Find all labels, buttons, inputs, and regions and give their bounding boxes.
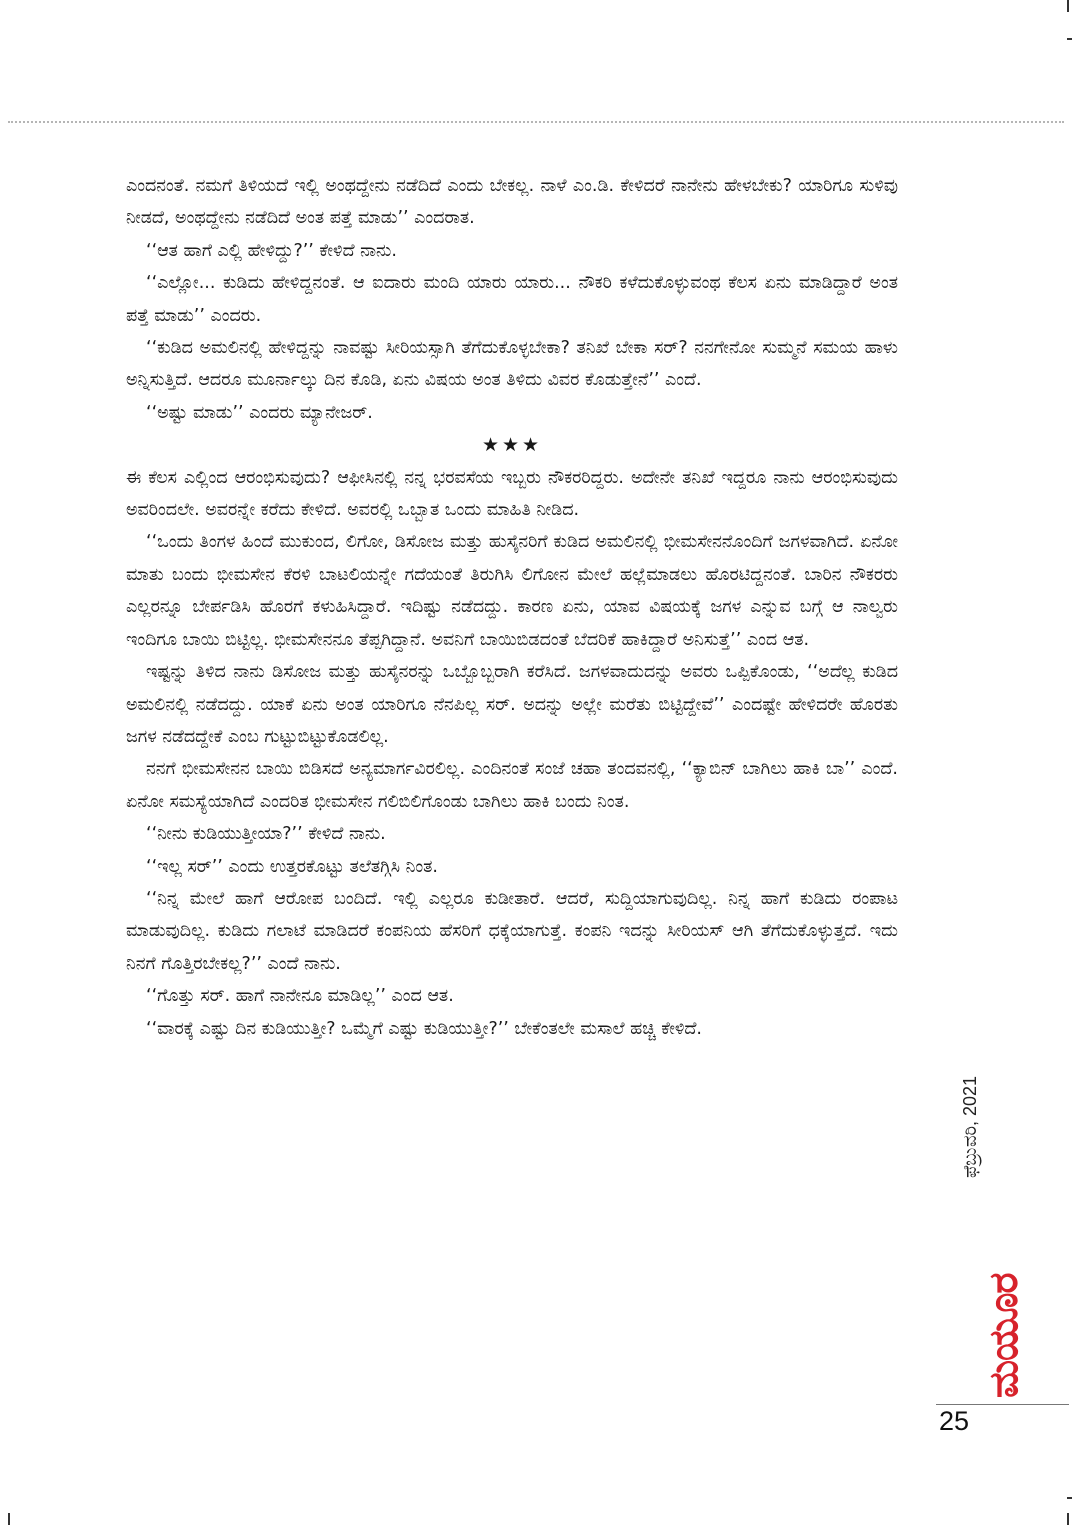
crop-mark — [1067, 1497, 1072, 1499]
footer-rule — [936, 1404, 1069, 1405]
issue-date: ಫೆಬ್ರುವರಿ, 2021 — [960, 1075, 980, 1178]
paragraph: ‘‘ನಿನ್ನ ಮೇಲೆ ಹಾಗೆ ಆರೋಪ ಬಂದಿದೆ. ಇಲ್ಲಿ ಎಲ್ಲರೂ ಕುಡೀತಾರೆ. ಆದರೆ, ಸುದ್ದಿಯಾಗುವುದಿಲ್ಲ. ನಿನ್ನ ಹಾಗೆ ಕುಡಿದು ರಂಪಾಟ ಮಾಡುವುದಿಲ್ಲ. ಕುಡಿದು ಗಲಾಟೆ ಮಾಡಿದರೆ ಕಂಪನಿಯ ಹೆಸರಿಗೆ ಧಕ್ಕೆಯಾಗುತ್ತೆ. ಕಂಪನಿ ಇದನ್ನು ಸೀರಿಯಸ್ ಆಗಿ ತೆಗೆದುಕೊಳ್ಳುತ್ತದೆ. ಇದು ನಿನಗೆ ಗೊತ್ತಿರಬೇಕಲ್ಲ?’’ ಎಂದೆ ನಾನು. — [126, 888, 898, 974]
paragraph: ‘‘ಒಂದು ತಿಂಗಳ ಹಿಂದೆ ಮುಕುಂದ, ಲಿಗೋ, ಡಿಸೋಜ ಮತ್ತು ಹುಸೈನರಿಗೆ ಕುಡಿದ ಅಮಲಿನಲ್ಲಿ ಭೀಮಸೇನನೊಂದಿಗೆ ಜಗಳವಾಗಿದೆ. ಏನೋ ಮಾತು ಬಂದು ಭೀಮಸೇನ ಕೆರಳಿ ಬಾಟಲಿಯನ್ನೇ ಗದೆಯಂತೆ ತಿರುಗಿಸಿ ಲಿಗೋನ ಮೇಲೆ ಹಲ್ಲೆಮಾಡಲು ಹೊರಟಿದ್ದನಂತೆ. ಬಾರಿನ ನೌಕರರು ಎಲ್ಲರನ್ನೂ ಬೇರ್ಪಡಿಸಿ ಹೊರಗೆ ಕಳುಹಿಸಿದ್ದಾರೆ. ಇದಿಷ್ಟು ನಡೆದದ್ದು. ಕಾರಣ ಏನು, ಯಾವ ವಿಷಯಕ್ಕೆ ಜಗಳ ಎನ್ನುವ ಬಗ್ಗೆ ಆ ನಾಲ್ವರು ಇಂದಿಗೂ ಬಾಯಿ ಬಿಟ್ಟಿಲ್ಲ. ಭೀಮಸೇನನೂ ತೆಪ್ಪಗಿದ್ದಾನೆ. ಅವನಿಗೆ ಬಾಯಿಬಿಡದಂತೆ ಬೆದರಿಕೆ ಹಾಕಿದ್ದಾರೆ ಅನಿಸುತ್ತೆ’’ ಎಂದ ಆತ. — [126, 532, 898, 650]
paragraph: ‘‘ಎಲ್ಲೋ... ಕುಡಿದು ಹೇಳಿದ್ದನಂತೆ. ಆ ಐದಾರು ಮಂದಿ ಯಾರು ಯಾರು... ನೌಕರಿ ಕಳೆದುಕೊಳ್ಳುವಂಥ ಕೆಲಸ ಏನು ಮಾಡಿದ್ದಾರೆ ಅಂತ ಪತ್ತೆ ಮಾಡು’’ ಎಂದರು. — [126, 273, 898, 326]
paragraph: ‘‘ಆತ ಹಾಗೆ ಎಲ್ಲಿ ಹೇಳಿದ್ದು?’’ ಕೇಳಿದೆ ನಾನು. — [146, 240, 397, 261]
page-number: 25 — [939, 1406, 970, 1436]
dotted-divider — [8, 121, 1064, 123]
paragraph: ‘‘ಅಷ್ಟು ಮಾಡು’’ ಎಂದರು ಮ್ಯಾನೇಜರ್. — [146, 402, 373, 423]
paragraph: ಎಂದನಂತೆ. ನಮಗೆ ತಿಳಿಯದೆ ಇಲ್ಲಿ ಅಂಥದ್ದೇನು ನಡೆದಿದೆ ಎಂದು ಬೇಕಲ್ಲ. ನಾಳೆ ಎಂ.ಡಿ. ಕೇಳಿದರೆ ನಾನೇನು ಹೇಳಬೇಕು? ಯಾರಿಗೂ ಸುಳಿವು ನೀಡದೆ, ಅಂಥದ್ದೇನು ನಡೆದಿದೆ ಅಂತ ಪತ್ತೆ ಮಾಡು’’ ಎಂದರಾತ. — [126, 176, 898, 229]
crop-mark — [1067, 1513, 1069, 1525]
paragraph: ‘‘ವಾರಕ್ಕೆ ಎಷ್ಟು ದಿನ ಕುಡಿಯುತ್ತೀ? ಒಮ್ಮೆಗೆ ಎಷ್ಟು ಕುಡಿಯುತ್ತೀ?’’ ಬೇಕೆಂತಲೇ ಮಸಾಲೆ ಹಚ್ಚಿ ಕೇಳಿದೆ. — [146, 1018, 702, 1039]
crop-mark — [8, 1513, 10, 1525]
paragraph: ‘‘ನೀನು ಕುಡಿಯುತ್ತೀಯಾ?’’ ಕೇಳಿದೆ ನಾನು. — [146, 824, 386, 845]
crop-mark — [1067, 0, 1069, 12]
magazine-logo: ಮಯೂರ — [981, 1273, 1027, 1398]
section-break-stars: ★★★ — [481, 434, 543, 457]
paragraph: ‘‘ಗೊತ್ತು ಸರ್. ಹಾಗೆ ನಾನೇನೂ ಮಾಡಿಲ್ಲ’’ ಎಂದ ಆತ. — [146, 986, 454, 1007]
paragraph: ‘‘ಕುಡಿದ ಅಮಲಿನಲ್ಲಿ ಹೇಳಿದ್ದನ್ನು ನಾವಷ್ಟು ಸೀರಿಯಸ್ಸಾಗಿ ತೆಗೆದುಕೊಳ್ಳಬೇಕಾ? ತನಿಖೆ ಬೇಕಾ ಸರ್? ನನಗೇನೋ ಸುಮ್ಮನೆ ಸಮಯ ಹಾಳು ಅನ್ನಿಸುತ್ತಿದೆ. ಆದರೂ ಮೂರ್ನಾಲ್ಕು ದಿನ ಕೊಡಿ, ಏನು ವಿಷಯ ಅಂತ ತಿಳಿದು ವಿವರ ಕೊಡುತ್ತೇನೆ’’ ಎಂದೆ. — [126, 338, 898, 391]
article-body — [126, 170, 898, 1045]
paragraph: ‘‘ಇಲ್ಲ ಸರ್’’ ಎಂದು ಉತ್ತರಕೊಟ್ಟು ತಲೆತಗ್ಗಿಸಿ ನಿಂತ. — [146, 856, 438, 877]
paragraph: ಈ ಕೆಲಸ ಎಲ್ಲಿಂದ ಆರಂಭಿಸುವುದು? ಆಫೀಸಿನಲ್ಲಿ ನನ್ನ ಭರವಸೆಯ ಇಬ್ಬರು ನೌಕರರಿದ್ದರು. ಅದೇನೇ ತನಿಖೆ ಇದ್ದರೂ ನಾನು ಆರಂಭಿಸುವುದು ಅವರಿಂದಲೇ. ಅವರನ್ನೇ ಕರೆದು ಕೇಳಿದೆ. ಅವರಲ್ಲಿ ಒಬ್ಬಾತ ಒಂದು ಮಾಹಿತಿ ನೀಡಿದ. — [126, 467, 898, 521]
crop-mark — [1067, 38, 1072, 40]
paragraph: ಇಷ್ಟನ್ನು ತಿಳಿದ ನಾನು ಡಿಸೋಜ ಮತ್ತು ಹುಸೈನರನ್ನು ಒಬ್ಬೊಬ್ಬರಾಗಿ ಕರೆಸಿದೆ. ಜಗಳವಾದುದನ್ನು ಅವರು ಒಪ್ಪಿಕೊಂಡು, ‘‘ಅದೆಲ್ಲ ಕುಡಿದ ಅಮಲಿನಲ್ಲಿ ನಡೆದದ್ದು. ಯಾಕೆ ಏನು ಅಂತ ಯಾರಿಗೂ ನೆನಪಿಲ್ಲ ಸರ್. ಅದನ್ನು ಅಲ್ಲೇ ಮರೆತು ಬಿಟ್ಟಿದ್ದೇವೆ’’ ಎಂದಷ್ಟೇ ಹೇಳಿದರೇ ಹೊರತು ಜಗಳ ನಡೆದದ್ದೇಕೆ ಎಂಬ ಗುಟ್ಟುಬಿಟ್ಟುಕೊಡಲಿಲ್ಲ. — [126, 662, 898, 747]
paragraph: ನನಗೆ ಭೀಮಸೇನನ ಬಾಯಿ ಬಿಡಿಸದೆ ಅನ್ಯಮಾರ್ಗವಿರಲಿಲ್ಲ. ಎಂದಿನಂತೆ ಸಂಜೆ ಚಹಾ ತಂದವನಲ್ಲಿ, ‘‘ಕ್ಯಾಬಿನ್ ಬಾಗಿಲು ಹಾಕಿ ಬಾ’’ ಎಂದೆ. ಏನೋ ಸಮಸ್ಯೆಯಾಗಿದೆ ಎಂದರಿತ ಭೀಮಸೇನ ಗಲಿಬಿಲಿಗೊಂಡು ಬಾಗಿಲು ಹಾಕಿ ಬಂದು ನಿಂತ. — [126, 759, 898, 812]
